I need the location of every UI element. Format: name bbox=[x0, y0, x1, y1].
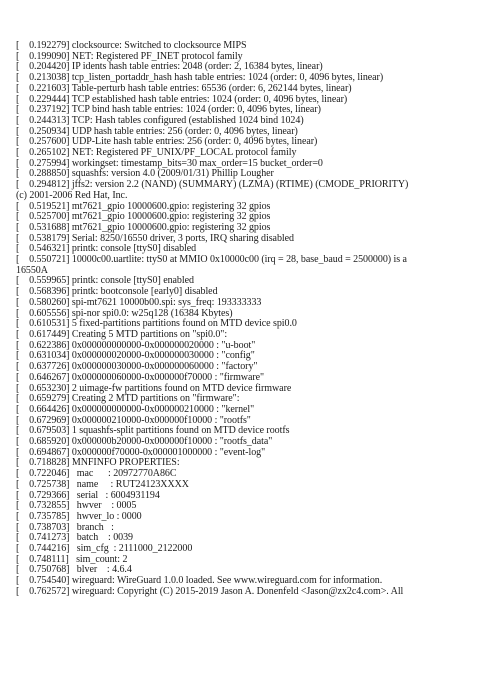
log-line: [ 0.244313] TCP: Hash tables configured (established 1024 bind 1024) bbox=[16, 114, 304, 126]
log-line: [ 0.525700] mt7621_gpio 10000600.gpio: registering 32 gpios bbox=[16, 211, 271, 223]
log-line: [ 0.718828] MNFINFO PROPERTIES: bbox=[16, 457, 180, 469]
log-line: [ 0.646267] 0x000000060000-0x000000f70000 : "firmware" bbox=[16, 371, 265, 383]
log-line: [ 0.275994] workingset: timestamp_bits=30 max_order=15 bucket_order=0 bbox=[16, 157, 323, 169]
log-line: [ 0.722046] mac : 20972770A86C bbox=[16, 468, 177, 480]
log-line: [ 0.531688] mt7621_gpio 10000600.gpio: registering 32 gpios bbox=[16, 221, 271, 233]
log-line: [ 0.622386] 0x000000000000-0x000000020000 : "u-boot" bbox=[16, 339, 256, 351]
log-line: [ 0.257600] UDP-Lite hash table entries: 256 (order: 0, 4096 bytes, linear) bbox=[16, 136, 318, 148]
log-line: [ 0.546321] printk: console [ttyS0] disabled bbox=[16, 243, 197, 255]
log-line: [ 0.294812] jffs2: version 2.2 (NAND) (SUMMARY) (LZMA) (RTIME) (CMODE_PRIORITY) bbox=[16, 179, 409, 191]
log-line-continuation: 16550A bbox=[16, 264, 48, 276]
log-line-continuation: (c) 2001-2006 Red Hat, Inc. bbox=[16, 189, 128, 201]
log-line: [ 0.754540] wireguard: WireGuard 1.0.0 loaded. See www.wireguard.com for information. bbox=[16, 575, 383, 587]
log-line: [ 0.744216] sim_cfg : 2111000_2122000 bbox=[16, 543, 193, 555]
log-line: [ 0.250934] UDP hash table entries: 256 (order: 0, 4096 bytes, linear) bbox=[16, 125, 298, 137]
log-line: [ 0.672969] 0x000000210000-0x000000f10000 : "rootfs" bbox=[16, 414, 251, 426]
log-line: [ 0.762572] wireguard: Copyright (C) 2015-2019 Jason A. Donenfeld <Jason@zx2c4.com>. All bbox=[16, 585, 404, 597]
log-line: [ 0.617449] Creating 5 MTD partitions on "spi0.0": bbox=[16, 328, 228, 340]
log-line: [ 0.538179] Serial: 8250/16550 driver, 3 ports, IRQ sharing disabled bbox=[16, 232, 294, 244]
log-line: [ 0.580260] spi-mt7621 10000b00.spi: sys_freq: 193333333 bbox=[16, 296, 262, 308]
log-line: [ 0.664426] 0x000000000000-0x000000210000 : "kernel" bbox=[16, 403, 255, 415]
log-line: [ 0.199090] NET: Registered PF_INET protocol family bbox=[16, 50, 243, 62]
log-line: [ 0.192279] clocksource: Switched to clocksource MIPS bbox=[16, 40, 247, 51]
log-line: [ 0.610531] 5 fixed-partitions partitions found on MTD device spi0.0 bbox=[16, 318, 297, 330]
log-line: [ 0.559965] printk: console [ttyS0] enabled bbox=[16, 275, 194, 287]
log-line: [ 0.685920] 0x000000b20000-0x000000f10000 : "rootfs_data" bbox=[16, 436, 273, 448]
log-line: [ 0.694867] 0x000000f70000-0x000001000000 : "event-log" bbox=[16, 446, 266, 458]
log-line: [ 0.738703] branch : bbox=[16, 521, 114, 533]
log-line: [ 0.732855] hwver : 0005 bbox=[16, 500, 137, 512]
log-line: [ 0.725738] name : RUT24123XXXX bbox=[16, 478, 189, 490]
log-line: [ 0.265102] NET: Registered PF_UNIX/PF_LOCAL protocol family bbox=[16, 147, 297, 159]
log-line: [ 0.519521] mt7621_gpio 10000600.gpio: registering 32 gpios bbox=[16, 200, 271, 212]
log-line: [ 0.741273] batch : 0039 bbox=[16, 532, 133, 544]
log-line: [ 0.750768] blver : 4.6.4 bbox=[16, 564, 132, 576]
log-line: [ 0.735785] hwver_lo : 0000 bbox=[16, 510, 142, 522]
log-line: [ 0.288850] squashfs: version 4.0 (2009/01/31) Phillip Lougher bbox=[16, 168, 274, 180]
log-line: [ 0.237192] TCP bind hash table entries: 1024 (order: 0, 4096 bytes, linear) bbox=[16, 104, 321, 116]
log-line: [ 0.204420] IP idents hash table entries: 2048 (order: 2, 16384 bytes, linear) bbox=[16, 61, 323, 73]
log-line: [ 0.605556] spi-nor spi0.0: w25q128 (16384 Kbytes) bbox=[16, 307, 233, 319]
log-line: [ 0.729366] serial : 6004931194 bbox=[16, 489, 160, 501]
log-line: [ 0.213038] tcp_listen_portaddr_hash hash table entries: 1024 (order: 0, 4096 bytes, linear) bbox=[16, 72, 384, 84]
log-line: [ 0.229444] TCP established hash table entries: 1024 (order: 0, 4096 bytes, linear) bbox=[16, 93, 348, 105]
log-line: [ 0.221603] Table-perturb hash table entries: 65536 (order: 6, 262144 bytes, linear) bbox=[16, 82, 352, 94]
log-line: [ 0.631034] 0x000000020000-0x000000030000 : "config" bbox=[16, 350, 255, 362]
log-line: [ 0.550721] 10000c00.uartlite: ttyS0 at MMIO 0x10000c00 (irq = 28, base_baud = 2500000) is a bbox=[16, 254, 407, 266]
log-line: [ 0.679503] 1 squashfs-split partitions found on MTD device rootfs bbox=[16, 425, 290, 437]
log-line: [ 0.653230] 2 uimage-fw partitions found on MTD device firmware bbox=[16, 382, 292, 394]
log-line: [ 0.748111] sim_count: 2 bbox=[16, 553, 128, 565]
log-line: [ 0.659279] Creating 2 MTD partitions on "firmware": bbox=[16, 393, 240, 405]
log-line: [ 0.637726] 0x000000030000-0x000000060000 : "factory" bbox=[16, 361, 258, 373]
log-line: [ 0.568396] printk: bootconsole [early0] disabled bbox=[16, 286, 218, 298]
